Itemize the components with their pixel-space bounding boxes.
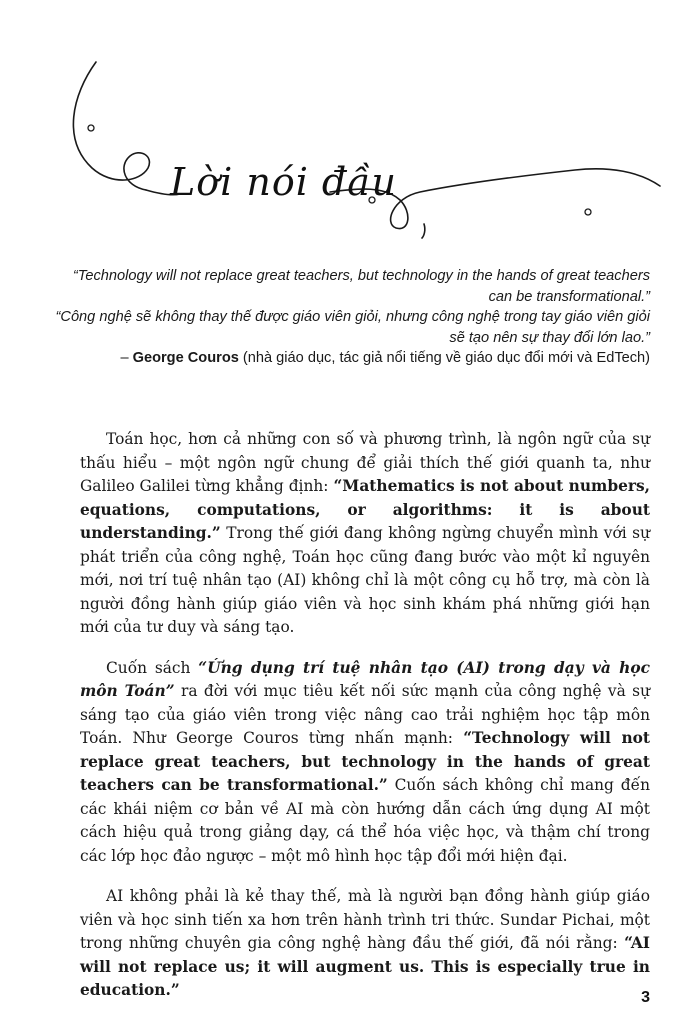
page-number: 3: [641, 989, 650, 1006]
paragraph-2-text-start: Cuốn sách: [106, 658, 199, 677]
paragraph-1-text-end: Trong thế giới đang không ngừng chuyển mình với sự phát triển của công nghệ, Toán học cũng đang bước vào một kỉ nguyên mới, nơi trí tuệ nhân tạo (AI) không chỉ là một công cụ hỗ trợ, mà còn là người đồng hành giúp giáo viên và học sinh khám phá những giới hạn mới của tư duy và sáng tạo.: [80, 524, 650, 636]
couros-quote: “Technology will not replace great teachers, but technology in the hands of great teachers can be transformational.”: [80, 729, 651, 794]
epigraph-english-quote: “Technology will not replace great teachers, but technology in the hands of great teachers can be transformational.”: [72, 268, 650, 305]
galileo-quote: “Mathematics is not about numbers, equations, computations, or algorithms: it is about understanding.”: [80, 477, 651, 542]
epigraph-author: George Couros: [132, 350, 239, 367]
paragraph-3: [80, 885, 650, 1003]
body-text: [80, 428, 650, 1020]
pichai-quote: “AI will not replace us; it will augment us. This is especially true in education.”: [80, 934, 650, 999]
epigraph-author-note: (nhà giáo dục, tác giả nổi tiếng về giáo dục đổi mới và EdTech): [238, 350, 650, 367]
paragraph-1: [80, 428, 650, 640]
paragraph-1-text-start: Toán học, hơn cả những con số và phương trình, là ngôn ngữ của sự thấu hiểu – một ngôn ngữ chung để giải thích thế giới quanh ta, như Galileo Galilei từng khẳng định:: [80, 430, 650, 495]
epigraph-dash: –: [120, 350, 133, 367]
epigraph-attribution: [50, 348, 650, 369]
book-title: “Ứng dụng trí tuệ nhân tạo (AI) trong dạy và học môn Toán”: [80, 658, 650, 700]
page-title: Lời nói đầu: [170, 160, 398, 204]
paragraph-3-text-start: AI không phải là kẻ thay thế, mà là người bạn đồng hành giúp giáo viên và học sinh tiến xa hơn trên hành trình tri thức. Sundar Pichai, một trong những chuyên gia công nghệ hàng đầu thế giới, đã nói rằng:: [80, 887, 650, 952]
title-flourish-ornament: [0, 0, 690, 250]
epigraph-vietnamese-quote: “Công nghệ sẽ không thay thế được giáo viên giỏi, nhưng công nghệ trong tay giáo viên giỏi sẽ tạo nên sự thay đổi lớn lao.”: [55, 309, 650, 346]
paragraph-2: [80, 657, 650, 869]
paragraph-2-text-end: Cuốn sách không chỉ mang đến các khái niệm cơ bản về AI mà còn hướng dẫn cách ứng dụng AI một cách hiệu quả trong giảng dạy, cá thể hóa việc học, và thậm chí trong các lớp học đảo ngược – một mô hình học tập đổi mới hiện đại.: [80, 776, 650, 865]
epigraph: [50, 266, 650, 369]
paragraph-2-text-middle: ra đời với mục tiêu kết nối sức mạnh của công nghệ và sự sáng tạo của giáo viên trong việc nâng cao trải nghiệm học tập môn Toán. Như George Couros từng nhấn mạnh:: [80, 682, 650, 747]
